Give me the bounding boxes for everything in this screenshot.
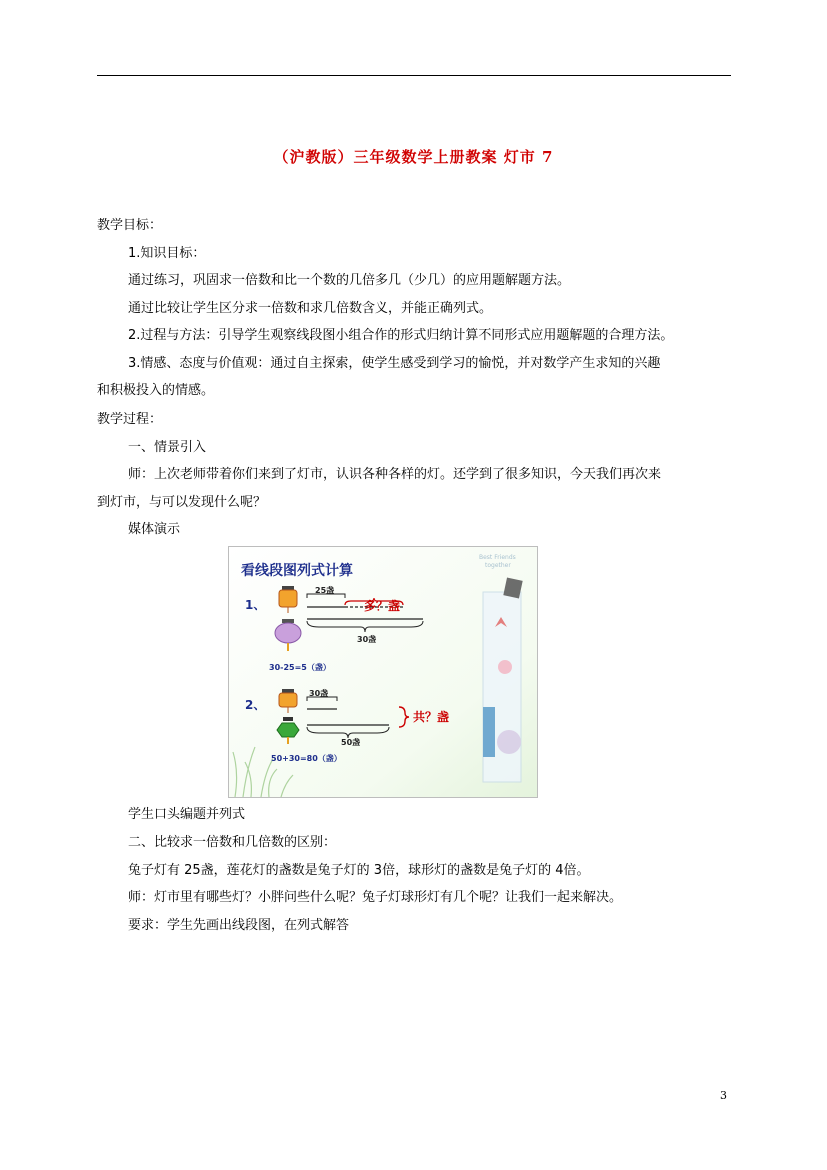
paragraph: 通过练习，巩固求一倍数和比一个数的几倍多几（少几）的应用题解题方法。: [128, 273, 571, 288]
paragraph: 2.过程与方法：引导学生观察线段图小组合作的形式归纳计算不同形式应用题解题的合理方法。: [128, 328, 674, 343]
problem-1-number: 1、: [245, 598, 266, 612]
svg-text:Best Friends: Best Friends: [479, 554, 516, 561]
problem-1-bottom-label: 30盏: [357, 635, 377, 644]
paragraph: 媒体演示: [128, 522, 181, 537]
section-process-heading: 教学过程：: [97, 412, 163, 427]
problem-1-top-label: 25盏: [315, 586, 335, 595]
slide-heading: 看线段图列式计算: [241, 563, 353, 579]
paragraph: 学生口头编题并列式: [128, 807, 246, 822]
problem-2-equation: 50+30=80（盏）: [271, 754, 342, 763]
paragraph: 兔子灯有 25盏，莲花灯的盏数是兔子灯的 3倍，球形灯的盏数是兔子灯的 4倍。: [128, 863, 590, 878]
paragraph: 师：上次老师带着你们来到了灯市，认识各种各样的灯。还学到了很多知识，今天我们再次来: [128, 467, 662, 482]
page-number: 3: [720, 1089, 727, 1102]
header-rule: [97, 75, 731, 76]
slide-image: [228, 546, 538, 798]
paragraph: 和积极投入的情感。: [97, 383, 215, 398]
problem-2-bottom-label: 50盏: [341, 738, 361, 747]
paragraph: 师：灯市里有哪些灯？小胖问些什么呢？兔子灯球形灯有几个呢？让我们一起来解决。: [128, 890, 623, 905]
subsection-heading: 一、情景引入: [128, 440, 207, 455]
knowledge-goal-heading: 1.知识目标：: [128, 246, 206, 261]
problem-1-equation: 30-25=5（盏）: [269, 663, 331, 672]
paragraph: 到灯市，与可以发现什么呢？: [97, 495, 267, 510]
paragraph: 要求：学生先画出线段图，在列式解答: [128, 918, 350, 933]
paragraph: 3.情感、态度与价值观：通过自主探索，使学生感受到学习的愉悦，并对数学产生求知的兴趣: [128, 356, 661, 371]
paragraph: 通过比较让学生区分求一倍数和求几倍数含义，并能正确列式。: [128, 301, 493, 316]
problem-2-question: 共？盏: [413, 710, 450, 724]
problem-1-question: 多？盏: [364, 599, 401, 613]
problem-2-number: 2、: [245, 698, 266, 712]
section-goals-heading: 教学目标：: [97, 218, 163, 233]
document-title: （沪教版）三年级数学上册教案 灯市 7: [273, 148, 554, 166]
problem-2-top-label: 30盏: [309, 689, 329, 698]
svg-text:together: together: [485, 562, 511, 569]
subsection-heading: 二、比较求一倍数和几倍数的区别：: [128, 835, 337, 850]
